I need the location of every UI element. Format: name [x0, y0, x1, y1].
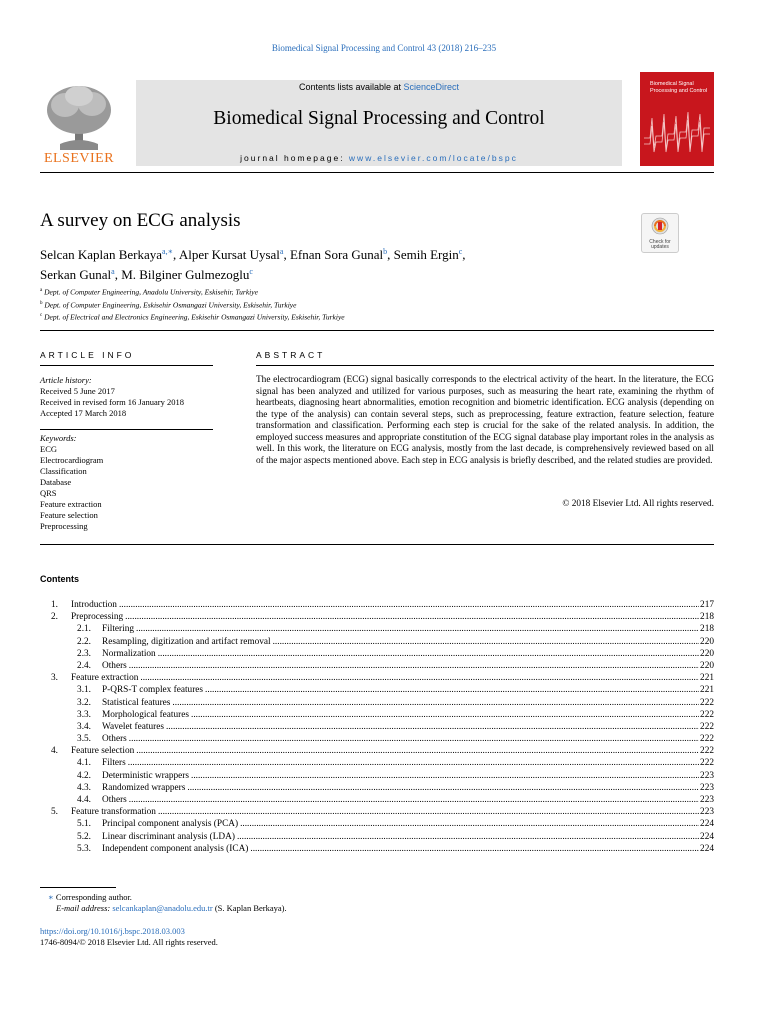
toc-entry-label: Principal component analysis (PCA)	[102, 819, 239, 830]
toc-entry-page: 222	[700, 758, 714, 769]
toc-leader-dots	[172, 697, 699, 709]
toc-entry-page: 222	[700, 697, 714, 708]
toc-leader-dots	[119, 599, 699, 611]
cover-title: Biomedical Signal Processing and Control	[650, 81, 708, 94]
toc-leader-dots	[125, 611, 699, 623]
author-affiliation-mark[interactable]: a	[279, 247, 284, 256]
corresponding-note: ∗ Corresponding author.	[48, 892, 132, 902]
keyword: Preprocessing	[40, 521, 88, 531]
toc-leader-dots	[237, 831, 699, 843]
keywords-block	[40, 433, 103, 532]
toc-leader-dots	[129, 660, 699, 672]
toc-entry-page: 222	[700, 746, 714, 757]
footnote	[40, 892, 287, 914]
toc-entry-number: 5.3.	[77, 843, 91, 854]
author-name: Selcan Kaplan Berkaya	[40, 247, 163, 262]
toc-entry-label: Wavelet features	[102, 721, 164, 732]
toc-leader-dots	[140, 672, 699, 684]
toc-entry-page: 222	[700, 721, 714, 732]
abstract-copyright: © 2018 Elsevier Ltd. All rights reserved.	[562, 499, 714, 509]
toc-entry-label: Morphological features	[102, 709, 189, 720]
toc-entry[interactable]	[40, 843, 714, 855]
email-line: E-mail address: selcankaplan@anadolu.edu.tr (S. Kaplan Berkaya).	[56, 903, 287, 913]
toc-entry-label: Introduction	[71, 600, 117, 610]
toc-entry-label: Feature extraction	[71, 673, 139, 684]
toc-entry[interactable]	[40, 770, 714, 782]
toc-entry-label: Others	[102, 795, 127, 805]
authors-line-2: Serkan Gunal$^a$, M. Bilginer Gulmezoglu$^c$	[40, 267, 253, 282]
doi-link[interactable]: https://doi.org/10.1016/j.bspc.2018.03.003	[40, 926, 185, 936]
toc-entry[interactable]	[40, 733, 714, 745]
toc-leader-dots	[191, 709, 699, 721]
toc-leader-dots	[136, 623, 699, 635]
toc-entry-label: Linear discriminant analysis (LDA)	[102, 831, 235, 842]
keyword: ECG	[40, 444, 57, 454]
sciencedirect-link[interactable]: ScienceDirect	[403, 82, 460, 92]
toc-entry[interactable]	[40, 611, 714, 623]
keyword: Electrocardiogram	[40, 455, 104, 465]
history-label: Article history:	[40, 375, 92, 385]
toc-entry[interactable]	[40, 648, 714, 660]
toc-entry-number: 3.1.	[77, 685, 91, 696]
header-rule	[40, 172, 714, 173]
journal-banner	[136, 80, 622, 166]
toc-leader-dots	[158, 806, 699, 818]
toc-entry-label: Others	[102, 660, 127, 671]
toc-leader-dots	[129, 733, 699, 745]
toc-entry[interactable]	[40, 745, 714, 757]
toc-entry-label: Preprocessing	[71, 612, 124, 623]
toc-leader-dots	[250, 843, 699, 855]
toc-entry[interactable]	[40, 782, 714, 794]
toc-entry-page: 220	[700, 636, 714, 647]
keyword: Feature extraction	[40, 499, 102, 509]
toc-leader-dots	[191, 770, 699, 782]
toc-entry-page: 223	[700, 770, 714, 781]
received-date: Received 5 June 2017	[40, 386, 115, 396]
authors-line-1: Selcan Kaplan Berkaya$^{a,∗}$, Alper Kursat Uysal$^a$, Efnan Sora Gunal$^b$, Semih Ergin$^c$,	[40, 247, 466, 262]
toc-leader-dots	[205, 684, 699, 696]
toc-entry-page: 223	[700, 795, 714, 805]
keyword: Database	[40, 477, 72, 487]
toc-entry[interactable]	[40, 721, 714, 733]
toc-entry-label: Others	[102, 734, 127, 745]
abstract-rule	[256, 365, 714, 366]
revised-date: Received in revised form 16 January 2018	[40, 397, 184, 407]
toc-entry-number: 4.2.	[77, 770, 91, 781]
author-affiliation-mark[interactable]: c	[458, 247, 463, 256]
toc-leader-dots	[240, 818, 699, 830]
keyword: Feature selection	[40, 510, 98, 520]
footnote-rule	[40, 887, 116, 888]
toc-entry-number: 4.3.	[77, 782, 91, 793]
toc-entry-label: Feature transformation	[71, 807, 156, 818]
toc-entry-number: 2.	[51, 612, 58, 623]
article-history	[40, 375, 184, 419]
toc-entry[interactable]	[40, 599, 714, 611]
toc-entry-page: 220	[700, 660, 714, 671]
badge-label: Check for updates	[649, 239, 671, 250]
toc-leader-dots	[273, 636, 699, 648]
toc-leader-dots	[166, 721, 699, 733]
doi-block	[40, 926, 218, 948]
toc-entry[interactable]	[40, 623, 714, 635]
toc-entry[interactable]	[40, 806, 714, 818]
toc-entry[interactable]	[40, 794, 714, 806]
contents-heading: Contents	[40, 574, 79, 584]
toc-leader-dots	[187, 782, 699, 794]
journal-homepage-link[interactable]: www.elsevier.com/locate/bspc	[348, 153, 518, 163]
toc-entry-number: 3.	[51, 673, 58, 684]
toc-entry-label: Filtering	[102, 624, 135, 635]
accepted-date: Accepted 17 March 2018	[40, 408, 127, 418]
toc-entry-page: 220	[700, 648, 714, 659]
contents-available-line: Contents lists available at ScienceDirect	[298, 82, 460, 92]
toc-entry-label: Deterministic wrappers	[102, 770, 189, 781]
check-for-updates-icon	[651, 217, 669, 235]
toc-entry-number: 2.2.	[77, 636, 91, 647]
author-name: M. Bilginer Gulmezoglu	[121, 267, 250, 282]
abstract-text: The electrocardiogram (ECG) signal basically corresponds to the electrical activity of the heart. In the literature, the ECG signal has been analyzed and utilized for various purposes, such as measuring the heart rate, examining the rhythm of heartbeats, diagnosing heart abnormalities, emotion recognition and biometric identification. ECG analysis (depending on the type of the analysis) can contain several steps, such as preprocessing, feature extraction, feature selection, feature transformation and classification. Performing each step is crucial for the sake of the related analysis. In addition, the employed success measures and appropriate constitution of the ECG signal database play important roles in the analysis as well. In this work, the literature on ECG analysis, mostly from the last decade, is comprehensively reviewed based on all of the major aspects mentioned above. Each step in ECG analysis is briefly described, and the related studies are provided.	[256, 375, 714, 466]
keyword: QRS	[40, 488, 57, 498]
article-info-heading: ARTICLE INFO	[40, 350, 135, 360]
cover-waveform-graphic	[644, 108, 710, 154]
toc-entry-number: 2.4.	[77, 660, 91, 671]
toc-entry-page: 217	[700, 600, 714, 610]
toc-entry-number: 2.3.	[77, 648, 91, 659]
affiliation-item: $^b$ Dept. of Computer Engineering, Eskisehir Osmangazi University, Eskisehir, Turkiye	[40, 300, 297, 309]
toc-entry[interactable]	[40, 697, 714, 709]
toc-entry-page: 224	[700, 843, 714, 854]
toc-entry-label: Normalization	[102, 648, 156, 659]
toc-entry-number: 5.1.	[77, 819, 91, 830]
toc-entry-page: 224	[700, 831, 714, 842]
toc-entry-label: Resampling, digitization and artifact removal	[102, 636, 271, 647]
elsevier-wordmark: ELSEVIER	[43, 151, 115, 166]
author-list	[40, 243, 600, 283]
toc-entry-page: 218	[700, 612, 714, 623]
affiliation-rule	[40, 330, 714, 331]
keywords-rule	[40, 429, 213, 430]
toc-entry-page: 222	[700, 709, 714, 720]
abstract-bottom-rule	[40, 544, 714, 545]
toc-entry[interactable]	[40, 684, 714, 696]
toc-leader-dots	[158, 648, 699, 660]
journal-homepage-line: journal homepage: www.elsevier.com/locate/bspc	[240, 153, 518, 163]
toc-entry[interactable]	[40, 831, 714, 843]
toc-entry-label: Filters	[102, 758, 126, 769]
journal-citation[interactable]: Biomedical Signal Processing and Control 43 (2018) 216–235	[271, 43, 497, 53]
affiliations	[40, 285, 345, 323]
toc-entry-number: 3.3.	[77, 709, 91, 720]
abstract-heading: ABSTRACT	[256, 350, 326, 360]
corresponding-mark: ∗	[48, 892, 54, 902]
author-name: Serkan Gunal	[40, 267, 112, 282]
toc-entry-label: Statistical features	[102, 697, 171, 708]
toc-entry[interactable]	[40, 709, 714, 721]
author-email-link[interactable]: selcankaplan@anadolu.edu.tr	[112, 903, 213, 913]
toc-entry-page: 218	[700, 624, 714, 635]
toc-entry-number: 4.4.	[77, 795, 91, 805]
journal-title: Biomedical Signal Processing and Control	[213, 108, 545, 129]
toc-entry[interactable]	[40, 757, 714, 769]
author-name: Efnan Sora Gunal	[289, 247, 384, 262]
toc-leader-dots	[129, 794, 699, 806]
toc-entry[interactable]	[40, 818, 714, 830]
article-info-rule	[40, 365, 213, 366]
author-affiliation-mark[interactable]: a	[111, 267, 115, 276]
table-of-contents	[40, 599, 714, 855]
toc-entry-number: 1.	[51, 600, 58, 610]
elsevier-logo	[40, 80, 118, 166]
article-title: A survey on ECG analysis	[40, 210, 241, 231]
toc-entry-number: 5.	[51, 807, 58, 818]
toc-leader-dots	[128, 757, 699, 769]
toc-entry-label: P-QRS-T complex features	[102, 685, 204, 696]
toc-entry-page: 221	[700, 673, 714, 684]
toc-entry-number: 3.2.	[77, 697, 91, 708]
toc-entry-page: 221	[700, 685, 714, 696]
author-affiliation-mark[interactable]: b	[383, 247, 388, 256]
journal-cover-image[interactable]	[640, 72, 714, 166]
toc-entry-page: 223	[700, 782, 714, 793]
toc-entry-number: 3.4.	[77, 721, 91, 732]
issn-line: 1746-8094/© 2018 Elsevier Ltd. All rights reserved.	[40, 937, 218, 947]
keyword: Classification	[40, 466, 87, 476]
author-affiliation-mark[interactable]: a,∗	[162, 247, 174, 256]
toc-entry-page: 223	[700, 807, 714, 818]
keywords-label: Keywords:	[40, 433, 77, 443]
toc-entry-page: 224	[700, 819, 714, 830]
toc-entry-label: Randomized wrappers	[102, 782, 186, 793]
toc-entry-number: 2.1.	[77, 624, 91, 635]
affiliation-item: $^c$ Dept. of Electrical and Electronics Engineering, Eskisehir Osmangazi University, Eskisehir, Turkiye	[40, 312, 345, 322]
author-affiliation-mark[interactable]: c	[249, 267, 253, 276]
toc-entry-number: 4.1.	[77, 758, 91, 769]
author-name: Semih Ergin	[393, 247, 459, 262]
toc-entry[interactable]	[40, 636, 714, 648]
toc-entry[interactable]	[40, 660, 714, 672]
check-for-updates-badge[interactable]	[641, 213, 679, 253]
toc-entry-label: Feature selection	[71, 746, 135, 757]
toc-entry-page: 222	[700, 734, 714, 745]
author-name: Alper Kursat Uysal	[178, 247, 280, 262]
toc-leader-dots	[136, 745, 699, 757]
toc-entry[interactable]	[40, 672, 714, 684]
toc-entry-number: 4.	[51, 746, 58, 757]
toc-entry-number: 5.2.	[77, 831, 91, 842]
toc-entry-label: Independent component analysis (ICA)	[102, 843, 249, 854]
toc-entry-number: 3.5.	[77, 734, 91, 745]
affiliation-item: $^a$ Dept. of Computer Engineering, Anadolu University, Eskisehir, Turkiye	[40, 287, 258, 297]
